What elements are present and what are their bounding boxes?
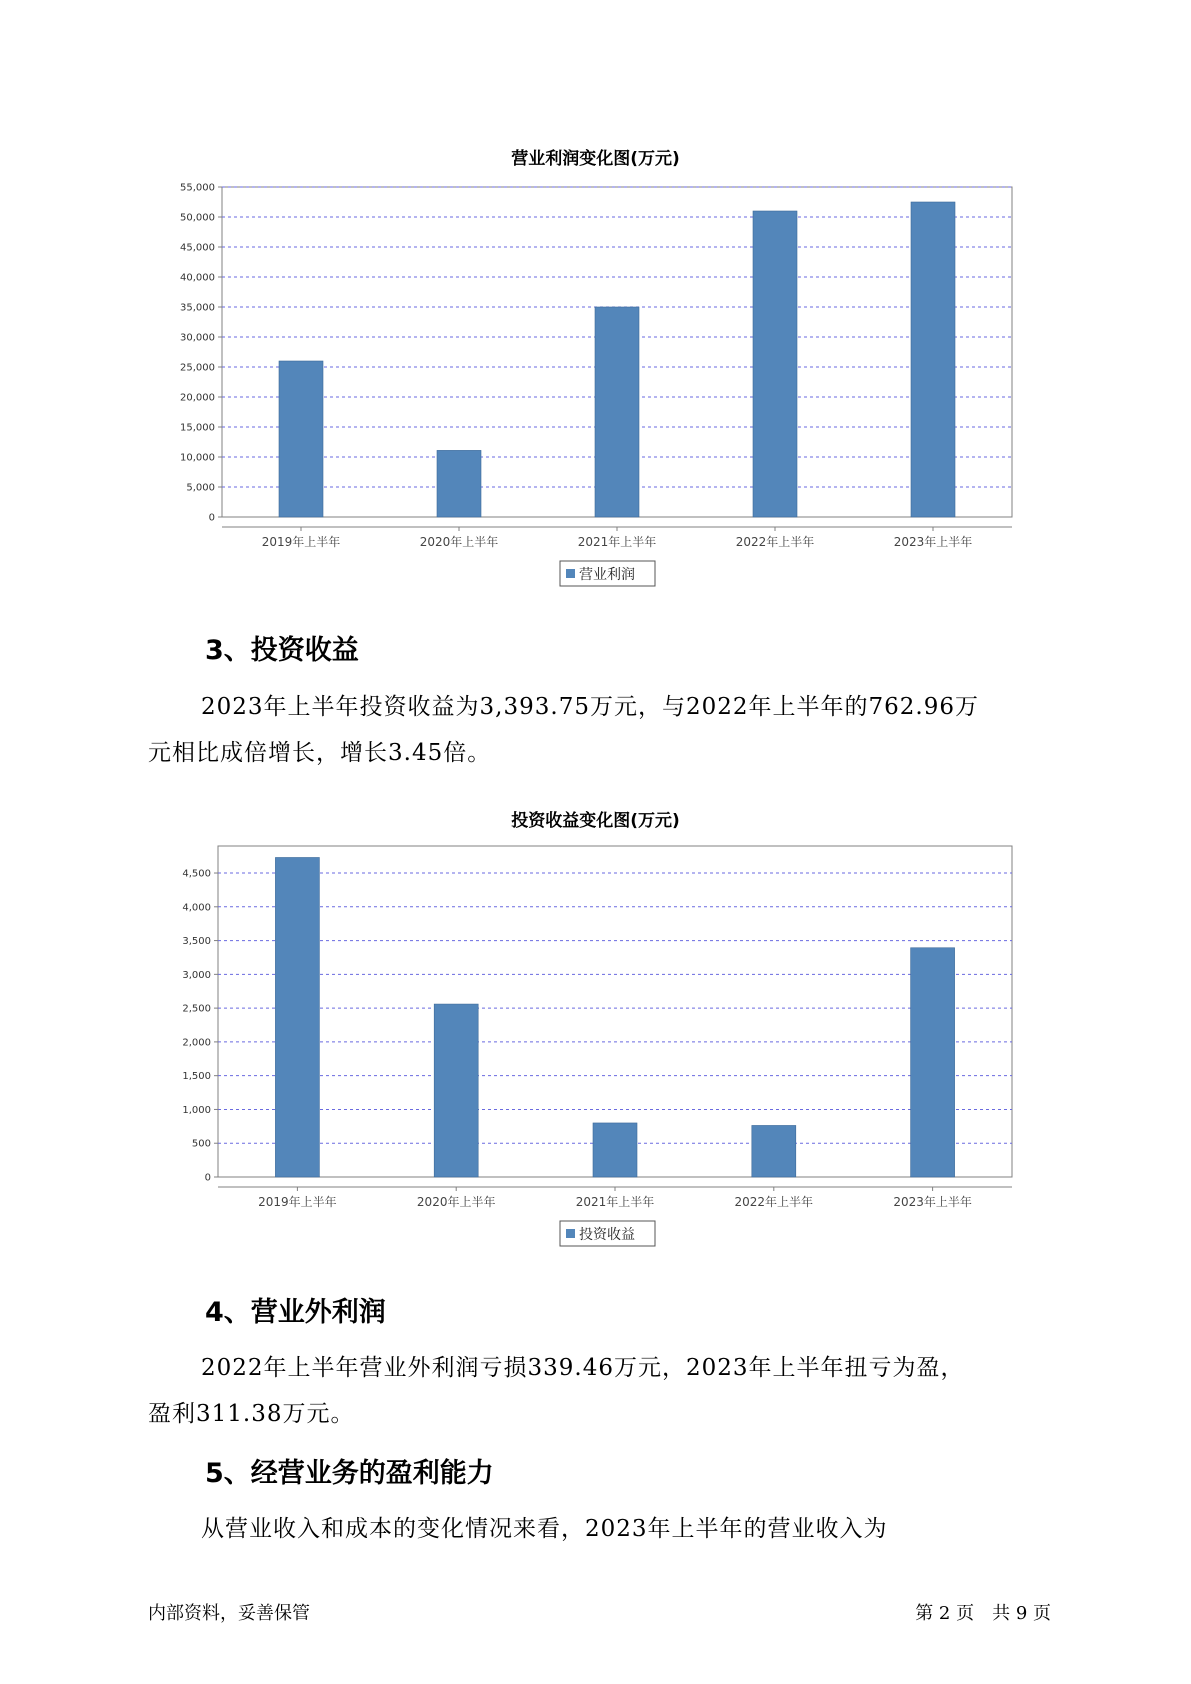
- legend-swatch: [566, 569, 575, 578]
- bar-2023年上半年: [911, 202, 955, 517]
- y-tick-label: 40,000: [180, 272, 215, 284]
- x-tick-label: 2023年上半年: [893, 1195, 972, 1209]
- y-tick-label: 15,000: [180, 422, 215, 434]
- y-tick-label: 0: [204, 1172, 211, 1184]
- x-tick-label: 2020年上半年: [419, 535, 499, 549]
- bar-2020年上半年: [434, 1004, 478, 1177]
- section-4-heading: 4、营业外利润: [205, 1297, 386, 1328]
- x-tick-label: 2021年上半年: [575, 1195, 655, 1209]
- bar-2019年上半年: [279, 361, 323, 517]
- legend-label: 投资收益: [579, 1227, 635, 1243]
- x-tick-label: 2022年上半年: [734, 1195, 814, 1209]
- bar-2019年上半年: [275, 857, 319, 1177]
- y-tick-label: 4,500: [182, 868, 211, 880]
- chart2-title: 投资收益变化图(万元): [511, 811, 680, 831]
- y-tick-label: 2,500: [182, 1003, 211, 1015]
- legend: [560, 1221, 655, 1246]
- y-tick-label: 4,000: [182, 902, 211, 914]
- y-tick-label: 35,000: [180, 302, 215, 314]
- section-3-heading: 3、投资收益: [205, 635, 359, 666]
- y-tick-label: 1,000: [182, 1104, 211, 1116]
- y-tick-label: 20,000: [180, 392, 215, 404]
- x-tick-label: 2019年上半年: [258, 1195, 337, 1209]
- y-tick-label: 55,000: [180, 182, 215, 194]
- section-5-line-1: 从营业收入和成本的变化情况来看，2023年上半年的营业收入为: [201, 1516, 888, 1542]
- section-4-line-1: 2022年上半年营业外利润亏损339.46万元，2023年上半年扭亏为盈，: [201, 1355, 965, 1381]
- bar-2021年上半年: [593, 1123, 637, 1177]
- y-tick-label: 3,000: [182, 969, 211, 981]
- section-4-line-2: 盈利311.38万元。: [148, 1401, 355, 1427]
- y-tick-label: 0: [208, 512, 215, 524]
- x-tick-label: 2023年上半年: [893, 535, 973, 549]
- bar-2020年上半年: [437, 450, 481, 517]
- bar-2023年上半年: [911, 948, 955, 1177]
- bar-2022年上半年: [752, 1125, 796, 1177]
- operating-profit-chart: [0, 140, 1191, 590]
- footer-page-number: 第 2 页 共 9 页: [915, 1603, 1051, 1624]
- y-tick-label: 1,500: [182, 1071, 211, 1083]
- x-tick-label: 2019年上半年: [261, 535, 341, 549]
- investment-income-chart: [0, 800, 1191, 1250]
- x-tick-label: 2021年上半年: [577, 535, 657, 549]
- y-tick-label: 45,000: [180, 242, 215, 254]
- chart1-title: 营业利润变化图(万元): [511, 149, 680, 169]
- y-tick-label: 2,000: [182, 1037, 211, 1049]
- y-tick-label: 10,000: [180, 452, 215, 464]
- y-tick-label: 30,000: [180, 332, 215, 344]
- x-tick-label: 2020年上半年: [416, 1195, 496, 1209]
- y-tick-label: 500: [191, 1138, 211, 1150]
- y-tick-label: 50,000: [180, 212, 215, 224]
- y-tick-label: 25,000: [180, 362, 215, 374]
- x-tick-label: 2022年上半年: [735, 535, 815, 549]
- section-5-heading: 5、经营业务的盈利能力: [205, 1458, 494, 1489]
- legend-label: 营业利润: [579, 567, 635, 583]
- legend-swatch: [566, 1229, 575, 1238]
- section-3-line-1: 2023年上半年投资收益为3,393.75万元，与2022年上半年的762.96万: [201, 694, 979, 720]
- y-tick-label: 3,500: [182, 936, 211, 948]
- bar-2022年上半年: [753, 211, 797, 517]
- y-tick-label: 5,000: [186, 482, 215, 494]
- legend: [560, 561, 655, 586]
- bar-2021年上半年: [595, 307, 639, 517]
- section-3-line-2: 元相比成倍增长，增长3.45倍。: [148, 740, 492, 766]
- footer-confidential: 内部资料，妥善保管: [148, 1603, 310, 1624]
